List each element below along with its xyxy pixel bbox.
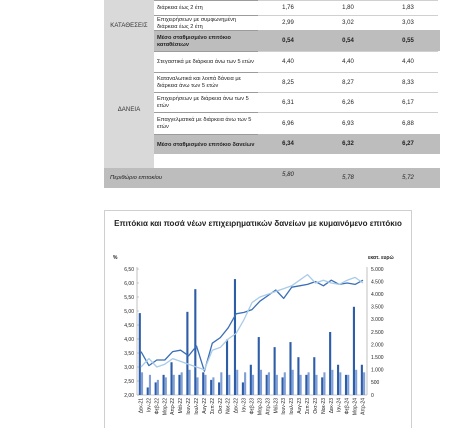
table-row [154, 92, 440, 112]
category-label: ΔΑΝΕΙΑ [117, 106, 141, 113]
bar [331, 370, 333, 395]
row-value: 6,27 [402, 141, 414, 147]
x-tick-label: Ιαν-24 [336, 398, 343, 413]
y-tick-label-right: 2.000 [371, 342, 384, 349]
x-tick-label: Μάϊ-23 [273, 398, 280, 414]
x-tick-label: Ιουν-22 [186, 398, 193, 415]
y-tick-label-left: 4,00 [124, 336, 134, 343]
bar [260, 370, 262, 395]
x-tick-label: Δεκ-22 [233, 398, 240, 414]
right-axis-unit: εκατ. ευρώ [368, 255, 394, 261]
bar [292, 370, 294, 395]
x-tick-label: Νοε-22 [225, 398, 232, 414]
row-value: 0,54 [342, 37, 354, 44]
bar [163, 375, 165, 395]
y-tick-label-left: 2,00 [124, 392, 134, 399]
bar [173, 375, 175, 395]
row-value: 0,54 [282, 37, 294, 44]
bar [289, 342, 291, 395]
bar [276, 375, 278, 395]
bar [242, 382, 244, 395]
period-value: 5,72 [402, 175, 414, 181]
bar [244, 372, 246, 395]
bar [155, 382, 157, 395]
row-value: 1,83 [378, 0, 438, 15]
period-label: Περιθώριο επιτοκίου [110, 175, 163, 181]
row-value: 6,26 [318, 92, 378, 112]
row-value: 0,55 [402, 37, 414, 44]
bar [308, 372, 310, 395]
bar [220, 372, 222, 395]
x-tick-label: Ιουν-23 [281, 398, 288, 415]
y-tick-label-left: 6,50 [124, 266, 134, 273]
x-tick-label: Απρ-23 [265, 398, 272, 415]
table-row [154, 72, 440, 92]
row-description: Στεγαστικά με διάρκεια άνω των 5 ετών [154, 51, 258, 72]
x-tick-label: Δεκ-23 [328, 398, 335, 414]
bar [339, 372, 341, 395]
bar [315, 375, 317, 395]
row-value: 8,33 [378, 72, 438, 92]
x-tick-label: Ιαν-23 [241, 398, 248, 413]
x-tick-label: Απρ-22 [170, 398, 177, 415]
row-value: 6,34 [282, 141, 294, 147]
interest-margin-row [104, 168, 440, 188]
row-value: 8,25 [258, 72, 318, 92]
bar [258, 337, 260, 395]
row-value: 6,17 [378, 92, 438, 112]
category-loans [104, 51, 154, 168]
x-tick-label: Μάϊ-22 [178, 398, 185, 414]
row-value: 1,76 [258, 0, 318, 15]
table-row [154, 112, 440, 134]
row-description: Μέσο σταθμισμένο επιτόκιο δανείων [154, 134, 258, 154]
period-value: 5,80 [282, 172, 294, 178]
row-value: 2,99 [258, 15, 318, 30]
bar [141, 372, 143, 395]
bar [323, 372, 325, 395]
x-tick-label: Ιουλ-22 [193, 398, 200, 415]
bar [165, 377, 167, 395]
bar [236, 370, 238, 395]
bar [189, 370, 191, 395]
period-value: 5,78 [342, 175, 354, 181]
bar [149, 375, 151, 395]
bar [361, 365, 363, 395]
x-tick-label: Σεπ-23 [305, 398, 312, 414]
bar [210, 380, 212, 395]
bar [363, 372, 365, 395]
table-row [154, 0, 440, 15]
bar [196, 377, 198, 395]
y-tick-label-right: 1.000 [371, 367, 384, 374]
bar [297, 357, 299, 395]
bar [305, 375, 307, 395]
category-deposits [104, 0, 154, 51]
bar [355, 370, 357, 395]
y-tick-label-left: 3,50 [124, 350, 134, 357]
bar [282, 377, 284, 395]
y-tick-label-right: 3.500 [371, 304, 384, 311]
x-tick-label: Απρ-24 [360, 398, 367, 415]
bar [181, 372, 183, 395]
x-tick-label: Αυγ-23 [297, 398, 304, 414]
y-tick-label-right: 500 [371, 380, 380, 387]
row-value: 4,40 [378, 51, 438, 72]
interest-rate-table [104, 0, 440, 188]
x-tick-label: Δεκ-21 [138, 398, 145, 414]
bar [186, 312, 188, 395]
bar [347, 375, 349, 395]
bar [266, 375, 268, 395]
x-tick-label: Οκτ-23 [312, 398, 319, 414]
row-value: 3,02 [318, 15, 378, 30]
y-tick-label-right: 4.500 [371, 279, 384, 286]
bar [202, 372, 204, 395]
row-value: 1,80 [318, 0, 378, 15]
row-value: 8,27 [318, 72, 378, 92]
bar [300, 375, 302, 395]
row-value: 4,40 [258, 51, 318, 72]
x-tick-label: Σεπ-22 [209, 398, 216, 414]
bar [274, 347, 276, 395]
bar [337, 365, 339, 395]
row-value: 6,88 [378, 112, 438, 134]
row-description: Μέσο σταθμισμένο επιτόκιο καταθέσεων [154, 30, 258, 51]
table-row [154, 134, 440, 154]
y-tick-label-left: 4,50 [124, 322, 134, 329]
y-tick-label-left: 6,00 [124, 280, 134, 287]
bar [268, 372, 270, 395]
row-value: 6,32 [342, 141, 354, 147]
bar [212, 377, 214, 395]
y-tick-label-left: 5,00 [124, 308, 134, 315]
x-tick-label: Νοε-23 [320, 398, 327, 414]
x-tick-label: Φεβ-22 [154, 398, 161, 415]
bar [194, 289, 196, 395]
bar [139, 313, 141, 395]
row-description: Επιχειρήσεων με διάρκεια άνω των 5 ετών [154, 92, 258, 112]
y-tick-label-right: 4.000 [371, 292, 384, 298]
x-tick-label: Μαρ-23 [257, 398, 264, 416]
bar [345, 375, 347, 395]
bar [228, 375, 230, 395]
x-tick-label: Μαρ-22 [162, 398, 169, 416]
bar [226, 340, 228, 395]
x-tick-label: Αυγ-22 [201, 398, 208, 414]
left-axis-unit: % [113, 255, 118, 261]
row-description: Καταναλωτικά και λοιπά δάνεια με διάρκεια άνω των 5 ετών [154, 72, 258, 92]
chart-plot [105, 211, 411, 429]
y-tick-label-left: 3,00 [124, 364, 134, 371]
y-tick-label-right: 0 [371, 392, 374, 399]
row-value: 6,96 [258, 112, 318, 134]
row-value: 4,40 [318, 51, 378, 72]
bar [157, 380, 159, 395]
y-tick-label-right: 3.000 [371, 317, 384, 324]
bar [147, 387, 149, 395]
category-label: ΚΑΤΑΘΕΣΕΙΣ [110, 22, 148, 29]
table-row [154, 15, 440, 30]
row-description: Επαγγελματικά με διάρκεια άνω των 5 ετών [154, 112, 258, 134]
y-tick-label-right: 5.000 [371, 266, 384, 273]
bar [170, 362, 172, 395]
chart-title: Επιτόκια και ποσά νέων επιχειρηματικών δανείων με κυμαινόμενο επιτόκιο [114, 219, 402, 228]
bar [204, 375, 206, 395]
x-tick-label: Ιουλ-23 [289, 398, 296, 415]
bar [252, 375, 254, 395]
row-value: 6,93 [318, 112, 378, 134]
y-tick-label-right: 1.500 [371, 355, 384, 361]
x-tick-label: Μαρ-24 [352, 398, 359, 416]
bar [250, 365, 252, 395]
y-tick-label-right: 2.500 [371, 329, 384, 336]
loan-rates-chart [104, 210, 412, 428]
bar [234, 279, 236, 395]
y-tick-label-left: 2,50 [124, 378, 134, 385]
row-value: 3,03 [378, 15, 438, 30]
row-description: διάρκεια έως 2 έτη [154, 0, 258, 15]
bar [284, 372, 286, 395]
row-description: Επιχειρήσεων με συμφωνημένη διάρκεια έως 2 έτη [154, 15, 258, 30]
table-row [154, 51, 440, 72]
bar [321, 377, 323, 395]
bar [218, 382, 220, 395]
x-tick-label: Φεβ-23 [249, 398, 256, 415]
bar [353, 307, 355, 395]
bar [178, 375, 180, 395]
x-tick-label: Φεβ-24 [344, 398, 351, 415]
bar [329, 332, 331, 395]
table-row [154, 30, 440, 51]
row-value: 6,31 [258, 92, 318, 112]
y-tick-label-left: 5,50 [124, 294, 134, 301]
x-tick-label: Ιαν-22 [146, 398, 153, 413]
x-tick-label: Οκτ-22 [217, 398, 224, 414]
bar [313, 357, 315, 395]
